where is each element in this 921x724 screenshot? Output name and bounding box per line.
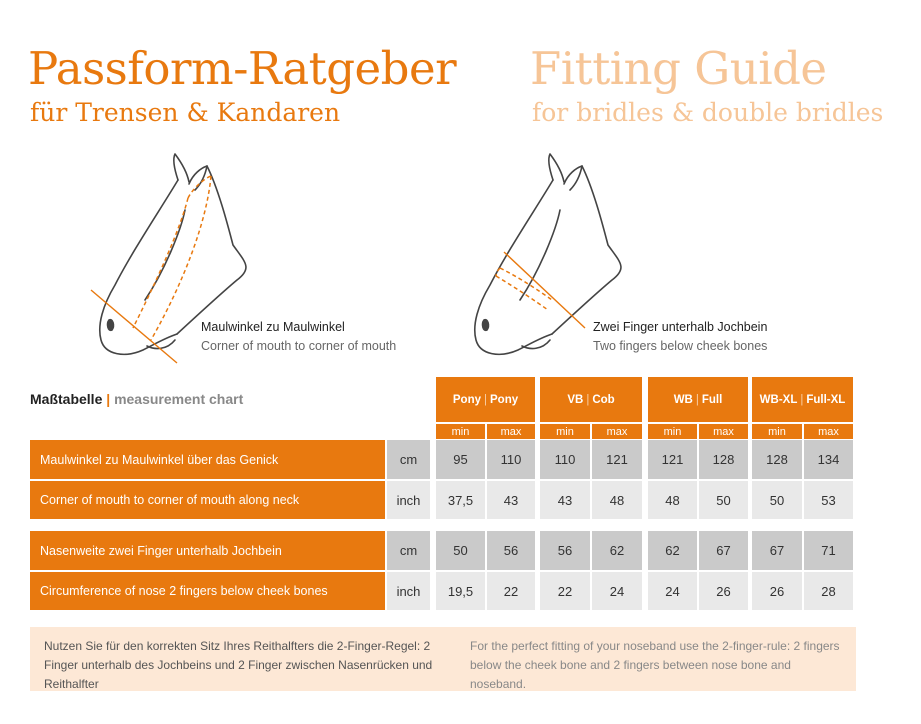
size-header-de: WB	[673, 393, 693, 406]
row-label: Maulwinkel zu Maulwinkel über das Genick	[30, 440, 385, 479]
value-cell: 26	[699, 572, 748, 610]
max-header: max	[592, 424, 642, 439]
size-header-en: Full-XL	[806, 393, 846, 406]
value-cell: 128	[699, 440, 748, 479]
value-cell: 43	[487, 481, 535, 519]
value-cell: 26	[752, 572, 802, 610]
value-cell: 95	[436, 440, 485, 479]
min-header: min	[752, 424, 802, 439]
value-cell: 134	[804, 440, 853, 479]
value-cell: 67	[752, 531, 802, 570]
caption-de-1: Maulwinkel zu Maulwinkel	[201, 320, 345, 334]
size-header-vb	[540, 377, 642, 422]
caption-en-2: Two fingers below cheek bones	[593, 339, 768, 353]
value-cell: 50	[699, 481, 748, 519]
subtitle-en: for bridles & double bridles	[532, 98, 884, 127]
min-header: min	[648, 424, 697, 439]
value-cell: 37,5	[436, 481, 485, 519]
note-en: For the perfect fitting of your noseband use the 2-finger-rule: 2 fingers below the cheek bone and 2 fingers between nose bone and noseband.	[470, 639, 840, 691]
value-cell: 24	[592, 572, 642, 610]
table-title-separator: |	[106, 391, 111, 407]
size-header-pony	[436, 377, 535, 422]
size-header-separator: |	[484, 393, 487, 406]
value-cell: 50	[752, 481, 802, 519]
value-cell: 43	[540, 481, 590, 519]
note-de: Nutzen Sie für den korrekten Sitz Ihres Reithalfters die 2-Finger-Regel: 2 Finger unterhalb des Jochbeins und 2 Finger zwischen Nasenrücken und Reithalfter	[44, 639, 433, 691]
table-title-de: Maßtabelle	[30, 391, 103, 407]
unit-label: inch	[387, 572, 430, 610]
value-cell: 22	[487, 572, 535, 610]
unit-label: inch	[387, 481, 430, 519]
size-header-separator: |	[800, 393, 804, 406]
value-cell: 50	[436, 531, 485, 570]
max-header: max	[487, 424, 535, 439]
value-cell: 53	[804, 481, 853, 519]
size-header-en: Pony	[490, 393, 519, 406]
value-cell: 19,5	[436, 572, 485, 610]
value-cell: 121	[648, 440, 697, 479]
title-de: Passform-Ratgeber	[28, 42, 457, 95]
max-header: max	[699, 424, 748, 439]
size-header-separator: |	[695, 393, 699, 406]
size-header-wb	[648, 377, 748, 422]
value-cell: 110	[487, 440, 535, 479]
caption-de-2: Zwei Finger unterhalb Jochbein	[593, 320, 768, 334]
value-cell: 62	[648, 531, 697, 570]
size-header-en: Full	[701, 393, 723, 406]
size-header-de: VB	[567, 393, 584, 406]
value-cell: 62	[592, 531, 642, 570]
value-cell: 71	[804, 531, 853, 570]
value-cell: 67	[699, 531, 748, 570]
size-header-de: WB-XL	[759, 393, 798, 406]
value-cell: 48	[592, 481, 642, 519]
row-label: Circumference of nose 2 fingers below cheek bones	[30, 572, 385, 610]
table-title-en: measurement chart	[114, 391, 244, 407]
value-cell: 48	[648, 481, 697, 519]
max-header: max	[804, 424, 853, 439]
subtitle-de: für Trensen & Kandaren	[30, 98, 341, 127]
size-header-wb-xl	[752, 377, 853, 422]
size-header-de: Pony	[452, 393, 481, 406]
title-en: Fitting Guide	[530, 42, 827, 95]
row-label: Nasenweite zwei Finger unterhalb Jochbein	[30, 531, 385, 570]
value-cell: 22	[540, 572, 590, 610]
value-cell: 28	[804, 572, 853, 610]
value-cell: 128	[752, 440, 802, 479]
value-cell: 24	[648, 572, 697, 610]
row-label: Corner of mouth to corner of mouth along neck	[30, 481, 385, 519]
caption-en-1: Corner of mouth to corner of mouth	[201, 339, 397, 353]
min-header: min	[436, 424, 485, 439]
min-header: min	[540, 424, 590, 439]
value-cell: 110	[540, 440, 590, 479]
value-cell: 121	[592, 440, 642, 479]
value-cell: 56	[487, 531, 535, 570]
table-title	[30, 391, 243, 407]
size-header-en: Cob	[592, 393, 615, 406]
size-header-separator: |	[586, 393, 590, 406]
unit-label: cm	[387, 440, 430, 479]
value-cell: 56	[540, 531, 590, 570]
unit-label: cm	[387, 531, 430, 570]
